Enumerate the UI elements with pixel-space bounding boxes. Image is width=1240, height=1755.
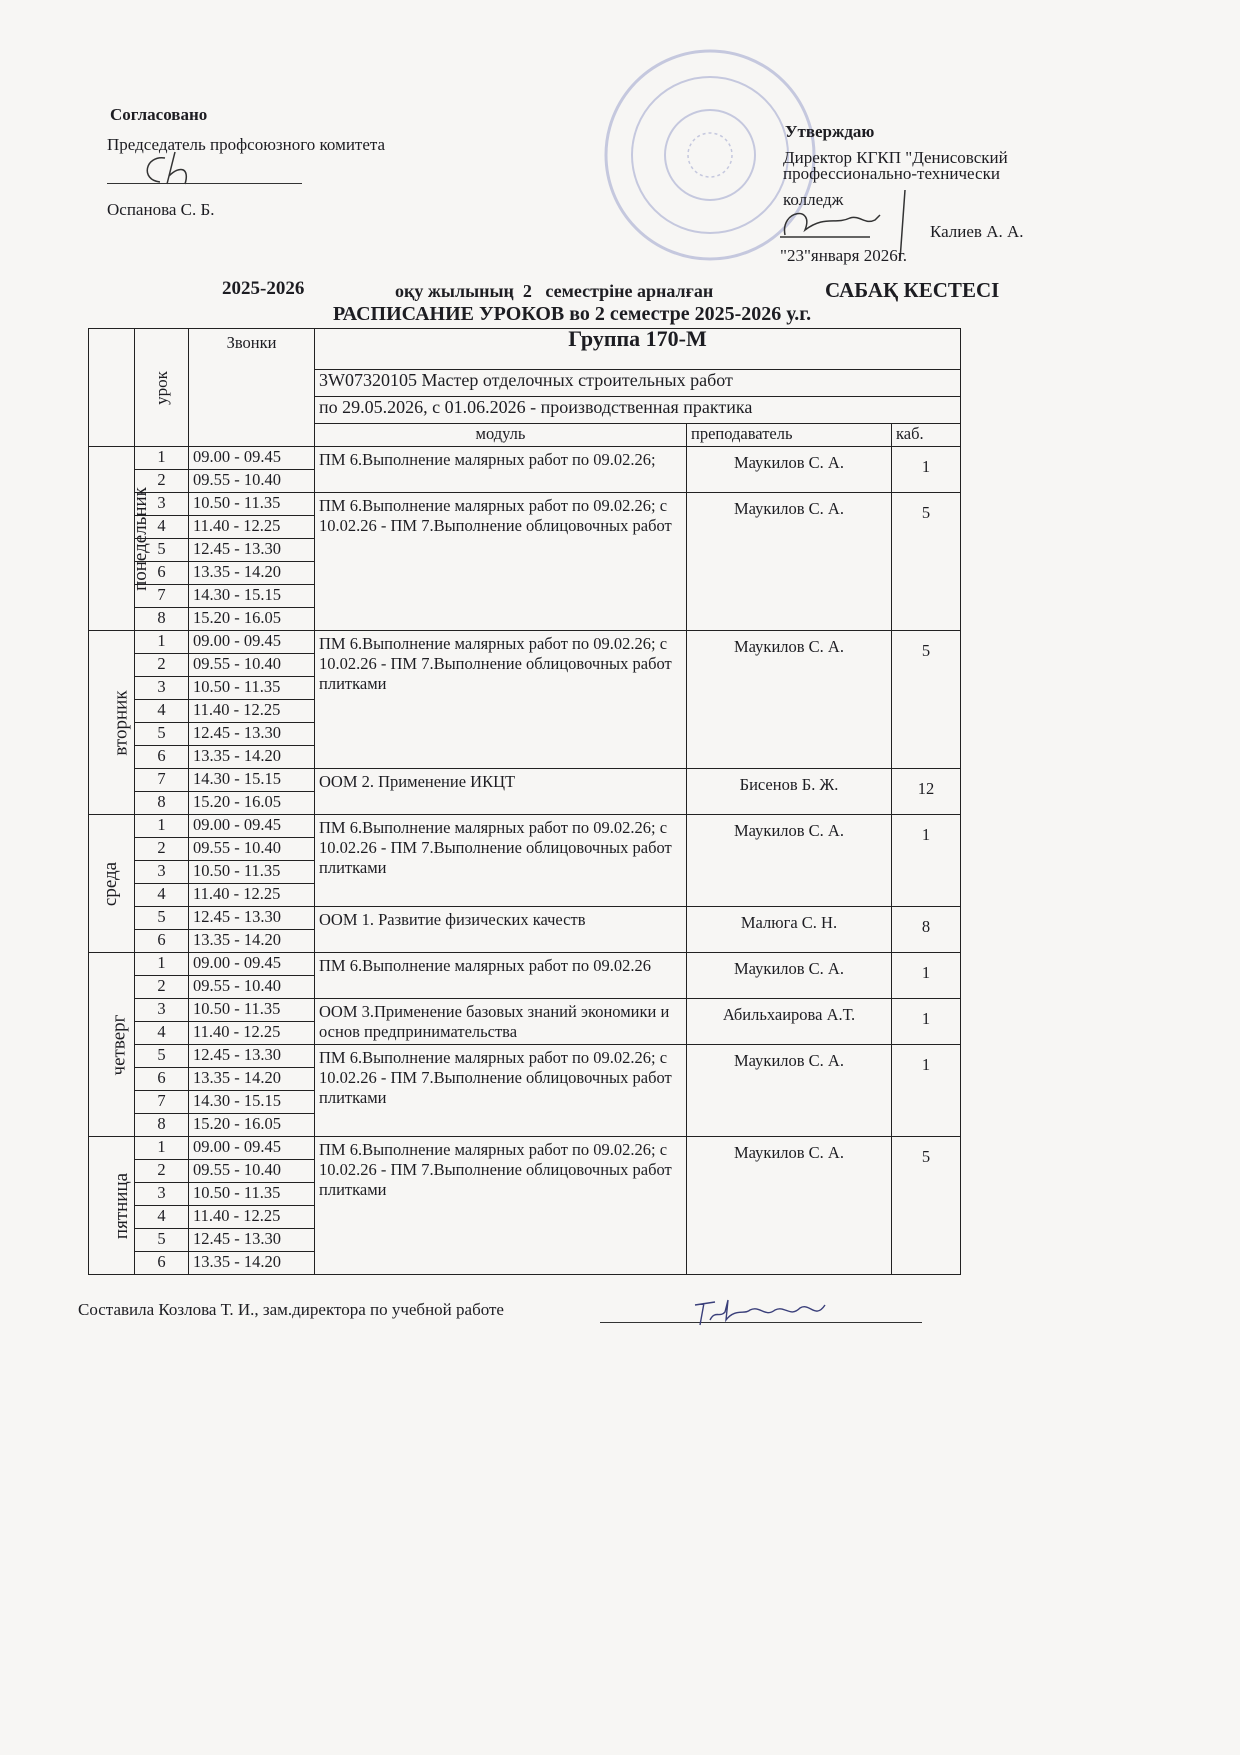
lesson-time: 09.00 - 09.45 (189, 953, 315, 976)
lesson-time: 12.45 - 13.30 (189, 539, 315, 562)
lesson-row (89, 815, 961, 838)
signature-footer (690, 1290, 850, 1335)
lesson-number: 5 (135, 907, 189, 930)
header-module: модуль (315, 424, 687, 447)
lesson-module: ООМ 3.Применение базовых знаний экономики и основ предпринимательства (315, 999, 687, 1045)
lesson-time: 09.00 - 09.45 (189, 631, 315, 654)
lesson-number: 3 (135, 999, 189, 1022)
lesson-teacher: Маукилов С. А. (687, 815, 892, 907)
lesson-time: 09.00 - 09.45 (189, 447, 315, 470)
heading-kz-text: оқу жылының 2 семестріне арналған (395, 281, 714, 301)
lesson-row (89, 999, 961, 1022)
lesson-room: 8 (892, 907, 961, 953)
day-cell (89, 815, 135, 953)
lesson-time: 11.40 - 12.25 (189, 1022, 315, 1045)
lesson-row (89, 447, 961, 470)
position-line: Директор КГКП "Денисовский (783, 148, 1008, 167)
lesson-time: 09.55 - 10.40 (189, 976, 315, 999)
lesson-number: 2 (135, 470, 189, 493)
lesson-module: ПМ 6.Выполнение малярных работ по 09.02.26; с 10.02.26 - ПМ 7.Выполнение облицовочных работ плитками (315, 1045, 687, 1137)
lesson-time: 11.40 - 12.25 (189, 884, 315, 907)
lesson-number: 5 (135, 1045, 189, 1068)
position-line: колледж (783, 190, 844, 209)
lesson-time: 11.40 - 12.25 (189, 1206, 315, 1229)
lesson-row (89, 631, 961, 654)
day-name: понедельник (129, 486, 151, 591)
approval-left-name: Оспанова С. Б. (107, 200, 215, 219)
lesson-room: 5 (892, 631, 961, 769)
approval-date: "23"января 2026г. (780, 246, 908, 265)
lesson-teacher: Маукилов С. А. (687, 953, 892, 999)
lesson-row (89, 1137, 961, 1160)
heading-kz-title: САБАҚ КЕСТЕСІ (825, 278, 1000, 302)
lesson-time: 13.35 - 14.20 (189, 1068, 315, 1091)
lesson-time: 10.50 - 11.35 (189, 677, 315, 700)
lesson-time: 09.55 - 10.40 (189, 1160, 315, 1183)
lesson-number: 1 (135, 447, 189, 470)
lesson-time: 15.20 - 16.05 (189, 608, 315, 631)
lesson-module: ООМ 2. Применение ИКЦТ (315, 769, 687, 815)
lesson-time: 14.30 - 15.15 (189, 769, 315, 792)
header-row (89, 329, 961, 370)
lesson-row (89, 493, 961, 516)
lesson-number: 2 (135, 654, 189, 677)
lesson-time: 12.45 - 13.30 (189, 1045, 315, 1068)
lesson-room: 12 (892, 769, 961, 815)
lesson-number: 3 (135, 1183, 189, 1206)
lesson-time: 12.45 - 13.30 (189, 1229, 315, 1252)
lesson-time: 12.45 - 13.30 (189, 907, 315, 930)
heading-ru-title: РАСПИСАНИЕ УРОКОВ во 2 семестре 2025-2026 у.г. (333, 303, 812, 325)
lesson-number: 2 (135, 976, 189, 999)
lesson-module: ПМ 6.Выполнение малярных работ по 09.02.26; с 10.02.26 - ПМ 7.Выполнение облицовочных работ плитками (315, 815, 687, 907)
lesson-number: 4 (135, 1206, 189, 1229)
lesson-number: 4 (135, 884, 189, 907)
lesson-time: 11.40 - 12.25 (189, 516, 315, 539)
lesson-number: 1 (135, 815, 189, 838)
lesson-number: 3 (135, 861, 189, 884)
lesson-number: 4 (135, 700, 189, 723)
lesson-number: 6 (135, 562, 189, 585)
lesson-number: 2 (135, 838, 189, 861)
signature-left (135, 150, 205, 190)
lesson-teacher: Маукилов С. А. (687, 1137, 892, 1275)
lesson-number: 6 (135, 1252, 189, 1275)
lesson-room: 1 (892, 1045, 961, 1137)
lesson-room: 1 (892, 999, 961, 1045)
lesson-room: 1 (892, 953, 961, 999)
lesson-time: 15.20 - 16.05 (189, 792, 315, 815)
day-cell (89, 447, 151, 631)
lesson-time: 13.35 - 14.20 (189, 746, 315, 769)
lesson-number: 1 (135, 953, 189, 976)
lesson-row (89, 907, 961, 930)
lesson-teacher: Малюга С. Н. (687, 907, 892, 953)
lesson-number: 7 (135, 1091, 189, 1114)
lesson-number: 7 (135, 769, 189, 792)
lesson-time: 10.50 - 11.35 (189, 1183, 315, 1206)
approval-left-title: Согласовано (110, 105, 208, 124)
day-name: четверг (108, 1014, 130, 1075)
lesson-teacher: Маукилов С. А. (687, 631, 892, 769)
heading-kz-year: 2025-2026 (222, 278, 305, 299)
lesson-number: 4 (135, 516, 189, 539)
lesson-room: 1 (892, 447, 961, 493)
lesson-number: 5 (135, 1229, 189, 1252)
lesson-number: 3 (135, 493, 189, 516)
position-line: профессионально-технически (783, 164, 1000, 183)
lesson-teacher: Маукилов С. А. (687, 1045, 892, 1137)
header-room: каб. (892, 424, 961, 447)
lesson-row (89, 769, 961, 792)
compiled-by: Составила Козлова Т. И., зам.директора по учебной работе (78, 1300, 504, 1319)
lesson-room: 5 (892, 493, 961, 631)
lesson-number: 6 (135, 1068, 189, 1091)
lesson-teacher: Абильхаирова А.Т. (687, 999, 892, 1045)
lesson-time: 10.50 - 11.35 (189, 999, 315, 1022)
header-lesson-cell (135, 329, 189, 447)
lesson-number: 5 (135, 723, 189, 746)
group-title: Группа 170-М (315, 329, 961, 370)
lesson-number: 6 (135, 746, 189, 769)
lesson-time: 09.55 - 10.40 (189, 838, 315, 861)
lesson-teacher: Бисенов Б. Ж. (687, 769, 892, 815)
lesson-time: 12.45 - 13.30 (189, 723, 315, 746)
lesson-module: ПМ 6.Выполнение малярных работ по 09.02.26; с 10.02.26 - ПМ 7.Выполнение облицовочных работ плитками (315, 1137, 687, 1275)
lesson-time: 09.55 - 10.40 (189, 654, 315, 677)
header-day-cell (89, 329, 135, 447)
lesson-time: 13.35 - 14.20 (189, 1252, 315, 1275)
lesson-number: 8 (135, 792, 189, 815)
lesson-time: 09.00 - 09.45 (189, 815, 315, 838)
lesson-time: 15.20 - 16.05 (189, 1114, 315, 1137)
lesson-time: 11.40 - 12.25 (189, 700, 315, 723)
lesson-row (89, 953, 961, 976)
lesson-row (89, 1045, 961, 1068)
lesson-number: 1 (135, 1137, 189, 1160)
lesson-number: 8 (135, 1114, 189, 1137)
lesson-teacher: Маукилов С. А. (687, 493, 892, 631)
approval-right-title: Утверждаю (785, 122, 875, 141)
day-name: пятница (111, 1172, 133, 1239)
lesson-number: 4 (135, 1022, 189, 1045)
header-bells: Звонки (189, 329, 315, 447)
lesson-time: 10.50 - 11.35 (189, 493, 315, 516)
day-cell (89, 631, 135, 815)
lesson-number: 6 (135, 930, 189, 953)
day-cell (89, 953, 135, 1137)
lesson-number: 1 (135, 631, 189, 654)
lesson-module: ООМ 1. Развитие физических качеств (315, 907, 687, 953)
lesson-time: 14.30 - 15.15 (189, 585, 315, 608)
day-name: вторник (110, 689, 132, 756)
lesson-number: 2 (135, 1160, 189, 1183)
approval-left-position: Председатель профсоюзного комитета (107, 135, 386, 154)
lesson-number: 7 (135, 585, 189, 608)
lesson-room: 5 (892, 1137, 961, 1275)
specialty: 3W07320105 Мастер отделочных строительных работ (315, 370, 961, 397)
header-lesson: урок (151, 370, 171, 405)
lesson-time: 10.50 - 11.35 (189, 861, 315, 884)
lesson-time: 09.55 - 10.40 (189, 470, 315, 493)
lesson-module: ПМ 6.Выполнение малярных работ по 09.02.26 (315, 953, 687, 999)
lesson-module: ПМ 6.Выполнение малярных работ по 09.02.26; с 10.02.26 - ПМ 7.Выполнение облицовочных работ (315, 493, 687, 631)
lesson-number: 5 (135, 539, 189, 562)
lesson-teacher: Маукилов С. А. (687, 447, 892, 493)
schedule-table (88, 328, 961, 1275)
approval-right-name: Калиев А. А. (930, 222, 1024, 241)
period-note: по 29.05.2026, с 01.06.2026 - производственная практика (315, 397, 961, 424)
day-cell (89, 1137, 135, 1275)
lesson-time: 13.35 - 14.20 (189, 930, 315, 953)
lesson-time: 14.30 - 15.15 (189, 1091, 315, 1114)
lesson-module: ПМ 6.Выполнение малярных работ по 09.02.26; (315, 447, 687, 493)
lesson-module: ПМ 6.Выполнение малярных работ по 09.02.26; с 10.02.26 - ПМ 7.Выполнение облицовочных работ плитками (315, 631, 687, 769)
lesson-number: 8 (135, 608, 189, 631)
lesson-room: 1 (892, 815, 961, 907)
lesson-time: 09.00 - 09.45 (189, 1137, 315, 1160)
lesson-time: 13.35 - 14.20 (189, 562, 315, 585)
lesson-number: 3 (135, 677, 189, 700)
header-teacher: преподаватель (687, 424, 892, 447)
day-name: среда (100, 861, 122, 906)
